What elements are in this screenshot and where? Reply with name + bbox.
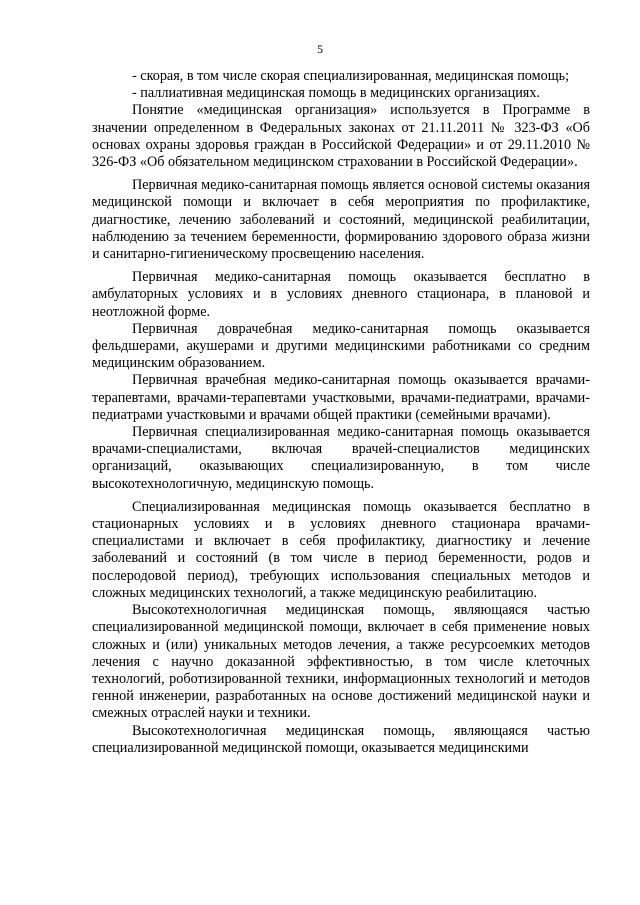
paragraph-emergency-care: - скорая, в том числе скорая специализированная, медицинская помощь;: [132, 68, 570, 84]
paragraph-specialized-primary-care: Первичная специализированная медико-санитарная помощь оказывается врачами-специалистами, включая врачей-специалистов медицинских организаций, оказывающих специализированную, в том числе высокотехнологичную, медицинскую помощь.: [92, 424, 590, 492]
paragraph-medical-primary-care: Первичная врачебная медико-санитарная помощь оказывается врачами-терапевтами, врачами-терапевтами участковыми, врачами-педиатрами, врачами-педиатрами участковыми и врачами общей практики (семейными врачами).: [92, 372, 590, 423]
paragraph-medical-organization-definition: Понятие «медицинская организация» используется в Программе в значении определенном в Федеральных законах от 21.11.2011 № 323-ФЗ «Об основах охраны здоровья граждан в Российской Федерации» и от 29.11.2010 № 326-ФЗ «Об обязательном медицинском страховании в Российской Федерации».: [92, 102, 590, 171]
paragraph-primary-care-free: Первичная медико-санитарная помощь оказывается бесплатно в амбулаторных условиях и в условиях дневного стационара, в плановой и неотложной форме.: [92, 269, 590, 320]
paragraph-pre-medical-care: Первичная доврачебная медико-санитарная помощь оказывается фельдшерами, акушерами и другими медицинскими работниками со средним медицинским образованием.: [92, 320, 590, 372]
paragraph-primary-care-basis: Первичная медико-санитарная помощь является основой системы оказания медицинской помощи и включает в себя мероприятия по профилактике, диагностике, лечению заболеваний и состояний, медицинской реабилитации, наблюдению за течением беременности, формированию здорового образа жизни и санитарно-гигиеническому просвещению населения.: [92, 177, 590, 263]
page-number: 5: [317, 42, 323, 56]
page-body: [92, 68, 590, 757]
paragraph-palliative-care: - паллиативная медицинская помощь в медицинских организациях.: [132, 85, 540, 102]
paragraph-high-tech-care-provision: Высокотехнологичная медицинская помощь, являющаяся частью специализированной медицинской помощи, оказывается медицинскими: [92, 722, 590, 756]
paragraph-high-tech-care: Высокотехнологичная медицинская помощь, являющаяся частью специализированной медицинской помощи, включает в себя применение новых сложных и (или) уникальных методов лечения, а также ресурсоемких методов лечения с научно доказанной эффективностью, в том числе клеточных технологий, роботизированной техники, информационных технологий и методов генной инженерии, разработанных на основе достижений медицинской науки и смежных отраслей науки и техники.: [92, 602, 590, 722]
paragraph-specialized-care: Специализированная медицинская помощь оказывается бесплатно в стационарных условиях и в условиях дневного стационара врачами-специалистами и включает в себя профилактику, диагностику и лечение заболеваний и состояний (в том числе в период беременности, родов и послеродовой период), требующих использования специальных методов и сложных медицинских технологий, а также медицинскую реабилитацию.: [92, 498, 590, 601]
